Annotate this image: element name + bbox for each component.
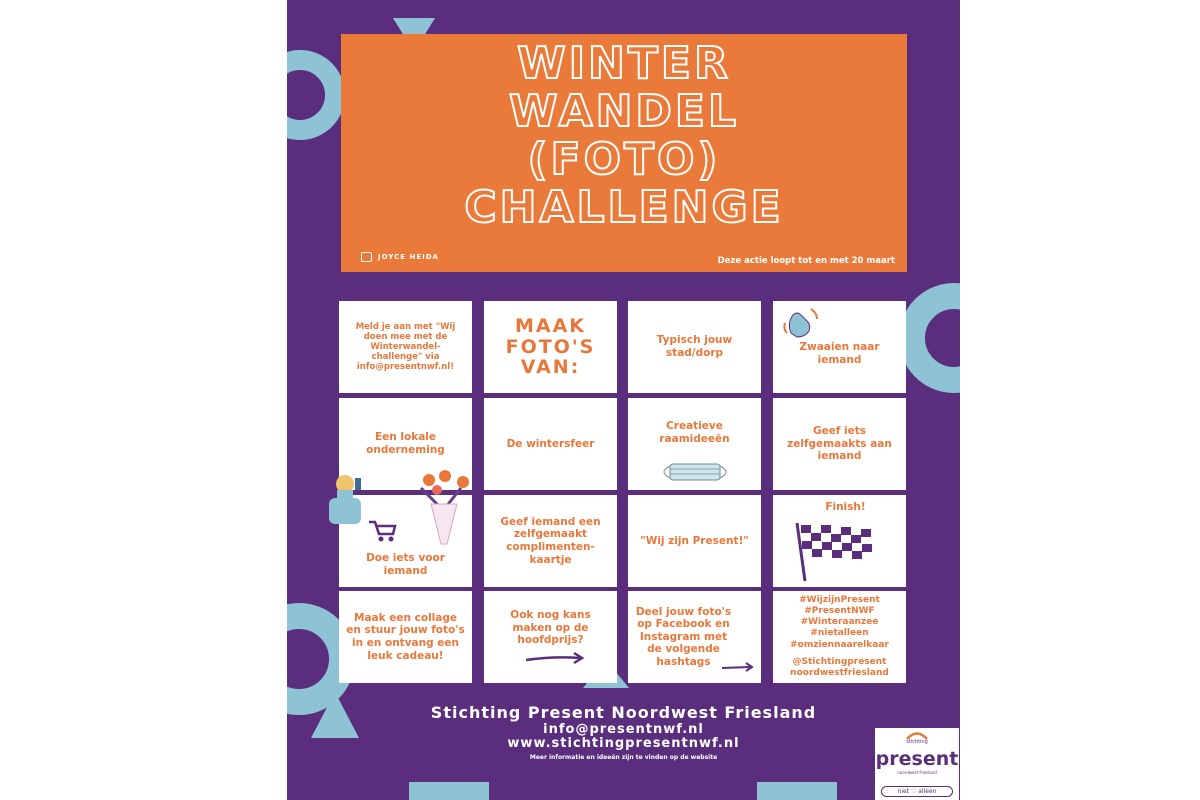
window-ideas-text: Creatieve raamideeën — [659, 420, 730, 445]
city-text: Typisch jouw stad/dorp — [656, 334, 733, 359]
arrow-right-icon — [524, 651, 586, 665]
compliment-card-text: Geef iemand een zelfgemaakt complimenten-kaartje — [500, 515, 601, 566]
grid-cell-winter-mood — [484, 398, 617, 490]
more-info-note: Meer informatie en ideeën zijn te vinden op de website — [529, 754, 718, 761]
do-something-text: Doe iets voor iemand — [366, 552, 445, 577]
waving-hand-icon — [781, 305, 823, 339]
grid-cell-window-ideas — [628, 398, 761, 490]
homemade-gift-text: Geef iets zelfgemaakts aan iemand — [787, 425, 892, 463]
social-handle-text: @Stichtingpresent noordwestfriesland — [790, 656, 889, 679]
title-line-3: (FOTO) — [527, 134, 721, 185]
we-are-present-text: "Wij zijn Present!" — [640, 534, 749, 547]
half-ring-shape-bottom-right — [757, 782, 837, 800]
action-deadline: Deze actie loopt tot en met 20 maart — [717, 256, 895, 266]
make-photos-heading: MAAK FOTO'S VAN: — [505, 314, 596, 379]
logo-subtitle: noordwest friesland — [897, 770, 937, 775]
title-line-4: CHALLENGE — [464, 182, 784, 233]
face-mask-icon — [656, 460, 734, 484]
contact-email: info@presentnwf.nl — [543, 722, 704, 737]
niet-alleen-badge: niet ♡ alleen — [881, 786, 953, 797]
half-ring-shape-bottom — [409, 782, 489, 800]
ring-shape-left-top — [287, 50, 345, 140]
collage-text: Maak een collage en stuur jouw foto's in en ontvang een leuk cadeau! — [346, 611, 465, 662]
title-line-2: WANDEL — [508, 86, 740, 137]
grid-cell-hashtags — [773, 591, 906, 683]
grid-cell-we-are-present — [628, 495, 761, 587]
grid-cell-wave — [773, 301, 906, 393]
hashtags-text: #WijzijnPresent #PresentNWF #Winteraanzee #nietalleen #omziennaarelkaar — [790, 594, 889, 650]
poster — [287, 0, 960, 800]
present-logo — [875, 728, 959, 800]
arrow-right-icon — [720, 661, 756, 673]
website-url: www.stichtingpresentnwf.nl — [507, 736, 740, 751]
grid-cell-collage — [339, 591, 472, 683]
winter-mood-text: De wintersfeer — [506, 437, 595, 450]
share-text: Deel jouw foto's op Facebook en Instagram met de volgende hashtags — [635, 605, 732, 668]
checkered-flag-icon — [791, 521, 881, 583]
ring-shape-right-middle — [899, 283, 960, 393]
title-line-1: WINTER — [517, 38, 731, 89]
title-banner — [341, 34, 907, 272]
wave-text: Zwaaien naar iemand — [799, 341, 880, 366]
main-prize-text: Ook nog kans maken op de hoofdprijs? — [510, 609, 591, 647]
signup-text: Meld je aan met "Wij doen mee met de Winterwandel-challenge" via info@presentnwf.nl! — [355, 321, 456, 373]
grid-cell-compliment-card — [484, 495, 617, 587]
camera-icon — [361, 252, 372, 262]
organization-name: Stichting Present Noordwest Friesland — [430, 703, 817, 722]
photo-credit-text: JOYCE HEIDA — [378, 253, 439, 261]
photo-credit — [361, 252, 439, 262]
grid-cell-heading — [484, 301, 617, 393]
volunteer-with-cart-illustration — [317, 472, 397, 544]
grid-cell-city — [628, 301, 761, 393]
grid-cell-homemade-gift — [773, 398, 906, 490]
logo-top-text: stichting — [906, 739, 928, 745]
logo-name: present — [875, 748, 959, 770]
finish-text: Finish! — [825, 501, 866, 513]
flower-bouquet-illustration — [411, 468, 481, 546]
grid-cell-share — [628, 591, 761, 683]
grid-cell-signup — [339, 301, 472, 393]
grid-cell-main-prize — [484, 591, 617, 683]
grid-cell-finish — [773, 495, 906, 587]
local-business-text: Een lokale onderneming — [366, 431, 445, 456]
